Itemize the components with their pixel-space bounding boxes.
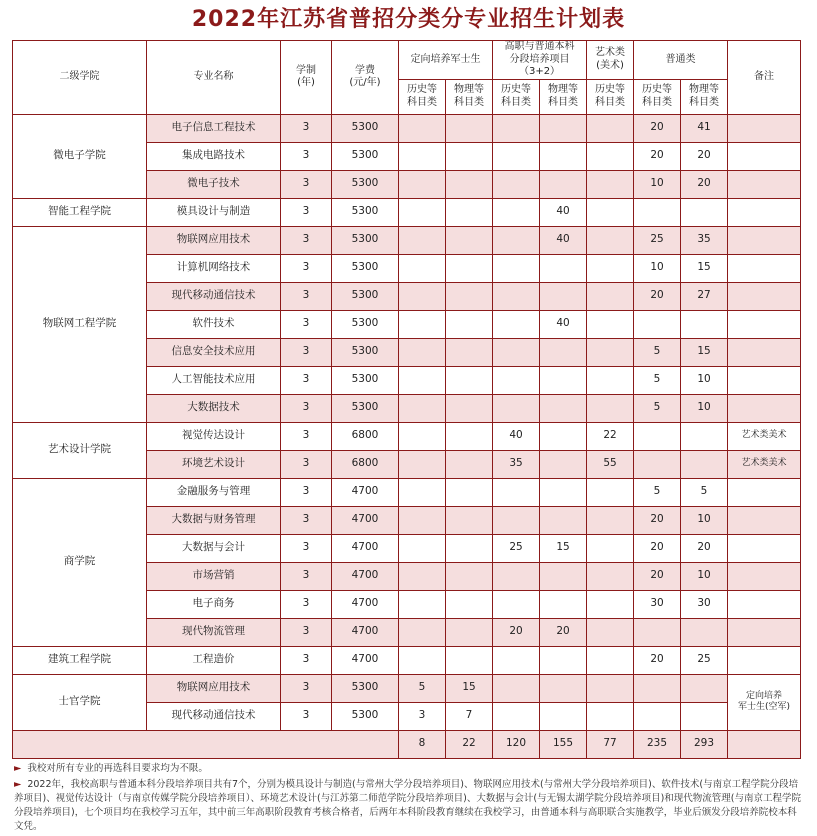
remark-cell <box>728 226 801 254</box>
quota-cell <box>587 338 634 366</box>
quota-cell: 5 <box>681 478 728 506</box>
quota-cell <box>399 562 446 590</box>
years-cell: 3 <box>281 170 332 198</box>
quota-cell: 20 <box>493 618 540 646</box>
quota-cell: 15 <box>446 674 493 702</box>
quota-cell <box>399 310 446 338</box>
quota-cell <box>493 142 540 170</box>
quota-cell <box>446 618 493 646</box>
quota-cell <box>446 310 493 338</box>
quota-cell <box>446 394 493 422</box>
years-cell: 3 <box>281 310 332 338</box>
quota-cell <box>399 618 446 646</box>
quota-cell <box>446 198 493 226</box>
quota-cell <box>446 338 493 366</box>
quota-cell: 20 <box>681 534 728 562</box>
quota-cell <box>681 674 728 702</box>
remark-cell <box>728 366 801 394</box>
fee-cell: 4700 <box>332 534 399 562</box>
quota-cell <box>399 534 446 562</box>
quota-cell: 27 <box>681 282 728 310</box>
college-name: 微电子学院 <box>13 114 147 198</box>
quota-cell: 20 <box>681 170 728 198</box>
quota-cell <box>540 142 587 170</box>
header-art-history: 历史等 科目类 <box>587 79 634 114</box>
fee-cell: 5300 <box>332 254 399 282</box>
fee-cell: 5300 <box>332 702 399 730</box>
header-college: 二级学院 <box>13 41 147 115</box>
quota-cell <box>681 198 728 226</box>
total-cell: 120 <box>493 730 540 758</box>
years-cell: 3 <box>281 646 332 674</box>
quota-cell <box>446 142 493 170</box>
table-row <box>13 478 801 506</box>
quota-cell: 5 <box>634 394 681 422</box>
totals-label-cell <box>13 730 399 758</box>
remark-cell: 艺术类美术 <box>728 450 801 478</box>
major-name: 大数据与会计 <box>147 534 281 562</box>
header-group-32: 高职与普通本科 分段培养项目（3+2） <box>493 41 587 80</box>
quota-cell <box>587 534 634 562</box>
quota-cell <box>540 646 587 674</box>
quota-cell: 25 <box>681 646 728 674</box>
quota-cell: 35 <box>493 450 540 478</box>
quota-cell <box>681 422 728 450</box>
quota-cell: 20 <box>634 506 681 534</box>
quota-cell: 30 <box>634 590 681 618</box>
table-row <box>13 198 801 226</box>
fee-cell: 5300 <box>332 226 399 254</box>
major-name: 视觉传达设计 <box>147 422 281 450</box>
quota-cell <box>540 506 587 534</box>
quota-cell <box>493 114 540 142</box>
quota-cell <box>446 422 493 450</box>
quota-cell <box>446 226 493 254</box>
table-row <box>13 674 801 702</box>
quota-cell: 20 <box>634 142 681 170</box>
quota-cell: 41 <box>681 114 728 142</box>
years-cell: 3 <box>281 674 332 702</box>
header-military-history: 历史等 科目类 <box>399 79 446 114</box>
quota-cell: 10 <box>634 170 681 198</box>
quota-cell: 20 <box>634 114 681 142</box>
quota-cell: 20 <box>634 282 681 310</box>
major-name: 模具设计与制造 <box>147 198 281 226</box>
remark-cell <box>728 618 801 646</box>
quota-cell <box>587 142 634 170</box>
quota-cell <box>587 562 634 590</box>
quota-cell <box>399 114 446 142</box>
college-name: 物联网工程学院 <box>13 226 147 422</box>
quota-cell <box>681 450 728 478</box>
quota-cell <box>587 590 634 618</box>
totals-remark-cell <box>728 730 801 758</box>
quota-cell <box>446 478 493 506</box>
years-cell: 3 <box>281 338 332 366</box>
table-row <box>13 226 801 254</box>
quota-cell <box>399 338 446 366</box>
total-cell: 8 <box>399 730 446 758</box>
quota-cell <box>634 422 681 450</box>
header-group-art: 艺术类 (美术) <box>587 41 634 80</box>
quota-cell <box>540 338 587 366</box>
quota-cell <box>446 590 493 618</box>
quota-cell <box>587 702 634 730</box>
quota-cell <box>540 674 587 702</box>
fee-cell: 5300 <box>332 114 399 142</box>
fee-cell: 5300 <box>332 394 399 422</box>
footnotes <box>14 762 804 836</box>
years-cell: 3 <box>281 618 332 646</box>
quota-cell: 20 <box>634 562 681 590</box>
header-general-history: 历史等 科目类 <box>634 79 681 114</box>
remark-cell <box>728 506 801 534</box>
years-cell: 3 <box>281 450 332 478</box>
major-name: 现代移动通信技术 <box>147 282 281 310</box>
quota-cell <box>587 478 634 506</box>
fee-cell: 5300 <box>332 142 399 170</box>
quota-cell <box>587 310 634 338</box>
remark-cell <box>728 198 801 226</box>
page-title: 2022年江苏省普招分类分专业招生计划表 <box>191 7 626 32</box>
quota-cell <box>540 702 587 730</box>
quota-cell: 22 <box>587 422 634 450</box>
footnote: ► 我校对所有专业的再选科目要求均为不限。 <box>14 763 208 774</box>
quota-cell: 25 <box>493 534 540 562</box>
fee-cell: 5300 <box>332 282 399 310</box>
quota-cell: 35 <box>681 226 728 254</box>
quota-cell <box>493 366 540 394</box>
quota-cell <box>399 366 446 394</box>
quota-cell: 10 <box>681 506 728 534</box>
quota-cell <box>587 282 634 310</box>
years-cell: 3 <box>281 562 332 590</box>
years-cell: 3 <box>281 506 332 534</box>
quota-cell: 25 <box>634 226 681 254</box>
header-years: 学制 (年) <box>281 41 332 115</box>
quota-cell <box>399 170 446 198</box>
quota-cell: 40 <box>540 226 587 254</box>
years-cell: 3 <box>281 422 332 450</box>
quota-cell: 10 <box>634 254 681 282</box>
remark-cell <box>728 142 801 170</box>
quota-cell: 15 <box>681 254 728 282</box>
fee-cell: 5300 <box>332 674 399 702</box>
fee-cell: 6800 <box>332 422 399 450</box>
quota-cell: 15 <box>540 534 587 562</box>
major-name: 软件技术 <box>147 310 281 338</box>
quota-cell: 40 <box>493 422 540 450</box>
quota-cell <box>493 562 540 590</box>
header-32-physics: 物理等 科目类 <box>540 79 587 114</box>
remark-cell <box>728 282 801 310</box>
remark-cell: 定向培养 军士生(空军) <box>728 674 801 730</box>
major-name: 大数据技术 <box>147 394 281 422</box>
remark-cell <box>728 394 801 422</box>
quota-cell <box>493 282 540 310</box>
quota-cell <box>399 282 446 310</box>
major-name: 现代移动通信技术 <box>147 702 281 730</box>
college-name: 智能工程学院 <box>13 198 147 226</box>
quota-cell <box>399 450 446 478</box>
quota-cell: 3 <box>399 702 446 730</box>
quota-cell <box>587 170 634 198</box>
quota-cell <box>681 618 728 646</box>
quota-cell <box>446 534 493 562</box>
quota-cell <box>540 590 587 618</box>
quota-cell <box>493 338 540 366</box>
college-name: 建筑工程学院 <box>13 646 147 674</box>
quota-cell <box>587 674 634 702</box>
years-cell: 3 <box>281 534 332 562</box>
major-name: 计算机网络技术 <box>147 254 281 282</box>
quota-cell <box>493 646 540 674</box>
quota-cell: 5 <box>634 478 681 506</box>
quota-cell <box>540 170 587 198</box>
quota-cell <box>446 254 493 282</box>
quota-cell <box>493 478 540 506</box>
header-group-military: 定向培养军士生 <box>399 41 493 80</box>
header-major: 专业名称 <box>147 41 281 115</box>
years-cell: 3 <box>281 114 332 142</box>
quota-cell <box>446 450 493 478</box>
total-cell: 22 <box>446 730 493 758</box>
quota-cell <box>587 618 634 646</box>
fee-cell: 4700 <box>332 646 399 674</box>
major-name: 环境艺术设计 <box>147 450 281 478</box>
major-name: 微电子技术 <box>147 170 281 198</box>
quota-cell <box>634 198 681 226</box>
major-name: 金融服务与管理 <box>147 478 281 506</box>
remark-cell <box>728 338 801 366</box>
years-cell: 3 <box>281 702 332 730</box>
remark-cell <box>728 590 801 618</box>
quota-cell <box>399 198 446 226</box>
quota-cell <box>399 142 446 170</box>
fee-cell: 4700 <box>332 562 399 590</box>
quota-cell: 20 <box>634 534 681 562</box>
college-name: 士官学院 <box>13 674 147 730</box>
quota-cell <box>587 254 634 282</box>
total-cell: 293 <box>681 730 728 758</box>
quota-cell: 10 <box>681 394 728 422</box>
quota-cell: 20 <box>681 142 728 170</box>
quota-cell <box>587 394 634 422</box>
remark-cell <box>728 534 801 562</box>
quota-cell <box>493 506 540 534</box>
totals-row <box>13 730 801 758</box>
quota-cell <box>399 394 446 422</box>
years-cell: 3 <box>281 478 332 506</box>
years-cell: 3 <box>281 366 332 394</box>
quota-cell <box>540 394 587 422</box>
quota-cell <box>540 422 587 450</box>
quota-cell: 15 <box>681 338 728 366</box>
quota-cell <box>399 478 446 506</box>
quota-cell <box>446 646 493 674</box>
major-name: 工程造价 <box>147 646 281 674</box>
quota-cell <box>587 646 634 674</box>
years-cell: 3 <box>281 142 332 170</box>
quota-cell <box>587 226 634 254</box>
years-cell: 3 <box>281 254 332 282</box>
major-name: 电子商务 <box>147 590 281 618</box>
quota-cell <box>399 226 446 254</box>
quota-cell <box>540 562 587 590</box>
quota-cell <box>587 506 634 534</box>
quota-cell <box>399 590 446 618</box>
total-cell: 155 <box>540 730 587 758</box>
header-fee: 学费 (元/年) <box>332 41 399 115</box>
quota-cell <box>446 506 493 534</box>
remark-cell <box>728 646 801 674</box>
major-name: 物联网应用技术 <box>147 226 281 254</box>
remark-cell <box>728 562 801 590</box>
quota-cell <box>493 254 540 282</box>
quota-cell <box>493 198 540 226</box>
quota-cell <box>634 674 681 702</box>
quota-cell <box>634 450 681 478</box>
quota-cell: 40 <box>540 310 587 338</box>
quota-cell: 30 <box>681 590 728 618</box>
quota-cell <box>681 310 728 338</box>
quota-cell <box>587 114 634 142</box>
years-cell: 3 <box>281 394 332 422</box>
quota-cell <box>446 114 493 142</box>
remark-cell <box>728 170 801 198</box>
quota-cell <box>446 170 493 198</box>
quota-cell <box>634 702 681 730</box>
quota-cell <box>493 590 540 618</box>
quota-cell: 7 <box>446 702 493 730</box>
quota-cell <box>493 170 540 198</box>
major-name: 集成电路技术 <box>147 142 281 170</box>
quota-cell <box>399 254 446 282</box>
quota-cell <box>634 310 681 338</box>
header-general-physics: 物理等 科目类 <box>681 79 728 114</box>
fee-cell: 5300 <box>332 198 399 226</box>
major-name: 现代物流管理 <box>147 618 281 646</box>
table-row <box>13 114 801 142</box>
quota-cell: 20 <box>540 618 587 646</box>
header-group-general: 普通类 <box>634 41 728 80</box>
fee-cell: 5300 <box>332 366 399 394</box>
quota-cell: 20 <box>634 646 681 674</box>
fee-cell: 6800 <box>332 450 399 478</box>
years-cell: 3 <box>281 226 332 254</box>
quota-cell: 5 <box>399 674 446 702</box>
college-name: 艺术设计学院 <box>13 422 147 478</box>
years-cell: 3 <box>281 282 332 310</box>
enrollment-plan-table <box>12 40 801 759</box>
major-name: 信息安全技术应用 <box>147 338 281 366</box>
header-military-physics: 物理等 科目类 <box>446 79 493 114</box>
quota-cell <box>446 282 493 310</box>
remark-cell <box>728 254 801 282</box>
quota-cell <box>540 366 587 394</box>
remark-cell <box>728 114 801 142</box>
quota-cell: 10 <box>681 366 728 394</box>
quota-cell <box>540 282 587 310</box>
quota-cell <box>587 198 634 226</box>
fee-cell: 5300 <box>332 338 399 366</box>
header-remark: 备注 <box>728 41 801 115</box>
fee-cell: 5300 <box>332 170 399 198</box>
major-name: 电子信息工程技术 <box>147 114 281 142</box>
years-cell: 3 <box>281 590 332 618</box>
quota-cell <box>540 254 587 282</box>
years-cell: 3 <box>281 198 332 226</box>
quota-cell <box>493 702 540 730</box>
remark-cell <box>728 310 801 338</box>
remark-cell: 艺术类美术 <box>728 422 801 450</box>
quota-cell <box>634 618 681 646</box>
table-row <box>13 422 801 450</box>
fee-cell: 4700 <box>332 590 399 618</box>
major-name: 大数据与财务管理 <box>147 506 281 534</box>
major-name: 人工智能技术应用 <box>147 366 281 394</box>
remark-cell <box>728 478 801 506</box>
fee-cell: 4700 <box>332 478 399 506</box>
quota-cell: 55 <box>587 450 634 478</box>
table-row <box>13 646 801 674</box>
quota-cell <box>493 394 540 422</box>
fee-cell: 5300 <box>332 310 399 338</box>
quota-cell <box>540 450 587 478</box>
quota-cell: 40 <box>540 198 587 226</box>
quota-cell <box>446 562 493 590</box>
header-32-history: 历史等 科目类 <box>493 79 540 114</box>
quota-cell <box>446 366 493 394</box>
fee-cell: 4700 <box>332 618 399 646</box>
quota-cell <box>540 114 587 142</box>
quota-cell <box>399 646 446 674</box>
quota-cell <box>493 674 540 702</box>
quota-cell <box>493 310 540 338</box>
quota-cell <box>587 366 634 394</box>
quota-cell <box>681 702 728 730</box>
major-name: 市场营销 <box>147 562 281 590</box>
college-name: 商学院 <box>13 478 147 646</box>
fee-cell: 4700 <box>332 506 399 534</box>
quota-cell <box>399 506 446 534</box>
quota-cell <box>399 422 446 450</box>
quota-cell: 10 <box>681 562 728 590</box>
total-cell: 77 <box>587 730 634 758</box>
quota-cell <box>493 226 540 254</box>
quota-cell: 5 <box>634 338 681 366</box>
footnote: ► 2022年，我校高职与普通本科分段培养项目共有7个，分别为模具设计与制造(与常州大学分段培养项目)、物联网应用技术(与常州大学分段培养项目)、软件技术(与南京工程学院分段培养项目)、视觉传达设计（与南京传媒学院分段培养项目）、环境艺术设计(与江苏第二师范学院分段培养项目)、大数据与会计(与无锡太湖学院分段培养项目)和现代物流管理(与南京工程学院分段培养项目)，七个项目均在我校学习五年，其中前三年高职阶段教育考核合格者，后两年本科阶段教育继续在我校学习，由普通本科与高职联合实施教学，毕业后颁发分段培养院校本科文凭。 <box>14 779 801 832</box>
total-cell: 235 <box>634 730 681 758</box>
quota-cell: 5 <box>634 366 681 394</box>
major-name: 物联网应用技术 <box>147 674 281 702</box>
quota-cell <box>540 478 587 506</box>
